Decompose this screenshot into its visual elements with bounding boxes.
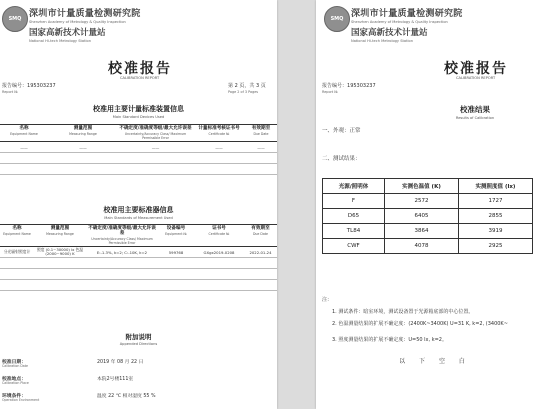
report-number-label: 报告编号： bbox=[2, 83, 28, 89]
table-cell bbox=[0, 164, 48, 175]
report-number-en: Report № bbox=[2, 90, 18, 94]
note-line-3: 3. 照度测量结果的扩展不确定度：U=50 lx, k=2。 bbox=[332, 337, 447, 343]
appended-directions-title-cn: 附加说明 bbox=[125, 333, 152, 341]
standards-table bbox=[0, 224, 277, 291]
column-header: 测量范围 Measuring Range bbox=[48, 125, 118, 142]
institute-name-block bbox=[351, 6, 541, 43]
report-number bbox=[2, 82, 56, 94]
table-cell bbox=[0, 269, 34, 280]
table-cell: —— bbox=[118, 142, 193, 153]
table-cell bbox=[86, 280, 158, 291]
table-row bbox=[0, 280, 277, 291]
table-cell bbox=[244, 280, 277, 291]
calibration-place-row bbox=[2, 375, 272, 389]
station-name-cn: 国家高新技术计量站 bbox=[29, 28, 106, 38]
table-cell bbox=[158, 258, 194, 269]
institute-name-en: Shenzhen Academy of Metrology & Quality Inspection bbox=[29, 20, 126, 24]
calibration-date-value: 2019 年 08 月 22 日 bbox=[97, 360, 144, 365]
table-cell: —— bbox=[245, 142, 277, 153]
table-cell: F bbox=[323, 194, 385, 209]
standard-devices-table bbox=[0, 124, 277, 175]
note-label: 注： bbox=[322, 297, 333, 303]
report-number-value: 195303237 bbox=[27, 83, 56, 89]
table-cell bbox=[34, 258, 86, 269]
column-header: 不确定度/准确度等级/最大允许误差 Uncertainty/Accuracy Class/ Maximum Permissible Error bbox=[118, 125, 193, 142]
results-title-en: Results of Calibration bbox=[455, 116, 495, 120]
table-cell: 2022-01-24 bbox=[244, 247, 277, 258]
table-cell: TL84 bbox=[323, 224, 385, 239]
environment-value: 温度 22 ℃ 相对湿度 55 % bbox=[97, 394, 156, 399]
results-title-cn: 校准结果 bbox=[460, 105, 490, 114]
table-row bbox=[323, 209, 533, 224]
table-cell: 3864 bbox=[385, 224, 459, 239]
table-header-row bbox=[323, 179, 533, 194]
table-cell bbox=[193, 153, 245, 164]
institute-name-block bbox=[29, 6, 219, 43]
table-cell bbox=[194, 269, 244, 280]
page-counter bbox=[228, 82, 266, 94]
note-line-1: 1. 测试条件：暗室环境，测试设备置于光源箱底部的中心位置。 bbox=[332, 309, 474, 315]
appearance-line: 一、外观：正常 bbox=[322, 128, 361, 134]
report-page-3 bbox=[316, 0, 554, 409]
column-header: 计量标准考核证书号 Certificate № bbox=[193, 125, 245, 142]
table-cell bbox=[158, 280, 194, 291]
table-cell bbox=[245, 153, 277, 164]
report-title: 校准报告 bbox=[108, 61, 172, 77]
table-row bbox=[323, 239, 533, 254]
table-cell bbox=[86, 258, 158, 269]
table-cell bbox=[194, 258, 244, 269]
station-name-en: National Hi-tech Metrology Station bbox=[351, 39, 413, 43]
station-name-cn: 国家高新技术计量站 bbox=[351, 28, 428, 38]
table-cell: —— bbox=[48, 142, 118, 153]
column-header: 实测色温值 (K) bbox=[385, 179, 459, 194]
calibration-place-value: 本院2号楼111室 bbox=[97, 377, 134, 382]
report-number-en: Report № bbox=[322, 90, 338, 94]
table-cell bbox=[0, 280, 34, 291]
column-header: 光源/照明体 bbox=[323, 179, 385, 194]
table-cell: 分光辐射照度计 bbox=[0, 247, 34, 258]
environment-label-en: Operation Environment bbox=[2, 398, 40, 402]
table-cell bbox=[118, 164, 193, 175]
table-cell: 6405 bbox=[385, 209, 459, 224]
table-cell: CWF bbox=[323, 239, 385, 254]
standards-title bbox=[0, 205, 277, 220]
institute-name-en: Shenzhen Academy of Metrology & Quality Inspection bbox=[351, 20, 448, 24]
table-cell: D65 bbox=[323, 209, 385, 224]
standards-title-cn: 校准用主要标准器信息 bbox=[103, 206, 174, 214]
end-of-content-mark: 以 下 空 白 bbox=[399, 358, 471, 365]
table-cell bbox=[86, 269, 158, 280]
table-cell: 2925 bbox=[459, 239, 533, 254]
standards-title-en: Main Standards of Measurement Used bbox=[104, 216, 173, 220]
table-cell bbox=[0, 258, 34, 269]
standard-devices-title-en: Main Standard Devices Used bbox=[112, 115, 165, 119]
table-cell: E:-1.3%, k=2; C:-10K, k=2 bbox=[86, 247, 158, 258]
table-cell: 3919 bbox=[459, 224, 533, 239]
institute-logo: SMQ bbox=[324, 6, 350, 32]
table-row bbox=[0, 247, 277, 258]
appended-directions-title-en: Appended Directions bbox=[119, 342, 158, 346]
results-table bbox=[322, 178, 533, 254]
note-line-2: 2. 色温测量结果的扩展不确定度：(2400K~3400K) U=31 K, k=2, (3400K~ bbox=[332, 321, 508, 327]
table-cell: 照度 (0.1~30000) lx 色温 (2000~9000) K bbox=[34, 247, 86, 258]
column-header: 设备编号 Equipment № bbox=[158, 225, 194, 247]
table-cell: 4078 bbox=[385, 239, 459, 254]
table-cell bbox=[118, 153, 193, 164]
report-number-value: 195303237 bbox=[347, 83, 376, 89]
column-header: 测量范围 Measuring Range bbox=[34, 225, 86, 247]
table-row bbox=[323, 194, 533, 209]
column-header: 有效期至 Due Date bbox=[245, 125, 277, 142]
calibration-date-label-en: Calibration Date bbox=[2, 364, 28, 368]
calibration-place-label: 校准地点： bbox=[2, 377, 26, 382]
table-cell bbox=[244, 269, 277, 280]
report-number-label: 报告编号： bbox=[322, 83, 348, 89]
column-header: 不确定度/准确度等级/最大允许误差 Uncertainty/Accuracy Class/ Maximum Permissible Error bbox=[86, 225, 158, 247]
table-cell bbox=[194, 280, 244, 291]
table-cell bbox=[48, 153, 118, 164]
standard-devices-title bbox=[0, 104, 277, 119]
calibration-place-label-en: Calibration Place bbox=[2, 381, 29, 385]
table-cell bbox=[158, 269, 194, 280]
table-cell bbox=[48, 164, 118, 175]
institute-logo: SMQ bbox=[2, 6, 28, 32]
table-row bbox=[0, 164, 277, 175]
results-title bbox=[356, 104, 554, 120]
page-counter-en: Page 2 of 3 Pages bbox=[228, 90, 259, 94]
appended-directions-title bbox=[0, 332, 277, 346]
table-cell bbox=[193, 164, 245, 175]
table-cell bbox=[34, 280, 86, 291]
table-row bbox=[0, 258, 277, 269]
table-cell: GXgx2019-0208 bbox=[194, 247, 244, 258]
column-header: 实测照度值 (lx) bbox=[459, 179, 533, 194]
table-cell: 2855 bbox=[459, 209, 533, 224]
table-cell: 2572 bbox=[385, 194, 459, 209]
table-cell bbox=[244, 258, 277, 269]
standard-devices-title-cn: 校准用主要计量标准装置信息 bbox=[93, 105, 184, 113]
table-cell: 599768 bbox=[158, 247, 194, 258]
page-counter-cn: 第 2 页，共 3 页 bbox=[228, 83, 266, 89]
column-header: 名称 Equipment Name bbox=[0, 225, 34, 247]
report-title-en: CALIBRATION REPORT bbox=[456, 76, 496, 80]
table-row bbox=[0, 153, 277, 164]
institute-name-cn: 深圳市计量质量检测研究院 bbox=[29, 9, 141, 19]
environment-row bbox=[2, 392, 272, 406]
table-row bbox=[0, 269, 277, 280]
table-cell: 1727 bbox=[459, 194, 533, 209]
station-name-en: National Hi-tech Metrology Station bbox=[29, 39, 91, 43]
table-cell bbox=[0, 153, 48, 164]
column-header: 有效期至 Due Date bbox=[244, 225, 277, 247]
calibration-date-row bbox=[2, 358, 272, 372]
environment-label: 环境条件： bbox=[2, 394, 26, 399]
calibration-date-label: 校准日期： bbox=[2, 360, 26, 365]
report-title-en: CALIBRATION REPORT bbox=[120, 76, 160, 80]
table-cell: —— bbox=[0, 142, 48, 153]
table-cell bbox=[34, 269, 86, 280]
institute-name-cn: 深圳市计量质量检测研究院 bbox=[351, 9, 463, 19]
report-title: 校准报告 bbox=[444, 61, 508, 77]
table-header-row bbox=[0, 125, 277, 142]
column-header: 证书号 Certificate № bbox=[194, 225, 244, 247]
table-row bbox=[323, 224, 533, 239]
table-cell bbox=[245, 164, 277, 175]
test-results-line: 二、测试结果： bbox=[322, 156, 361, 162]
table-header-row bbox=[0, 225, 277, 247]
table-cell: —— bbox=[193, 142, 245, 153]
column-header: 名称 Equipment Name bbox=[0, 125, 48, 142]
table-row bbox=[0, 142, 277, 153]
report-number bbox=[322, 82, 376, 94]
